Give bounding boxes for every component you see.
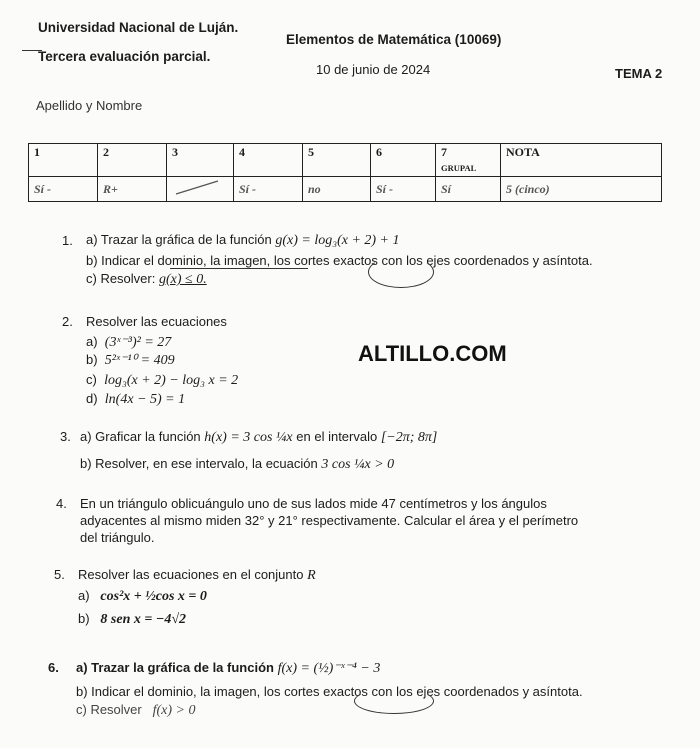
name-label: Apellido y Nombre — [36, 98, 143, 113]
problem-2-b-math: 5²ˣ⁻¹⁰ = 409 — [104, 353, 175, 368]
problem-5-b — [78, 611, 186, 628]
problem-6-a — [76, 660, 380, 677]
grade-mark-6: Sí - — [371, 177, 436, 202]
problem-4-number: 4. — [56, 496, 67, 511]
grade-header-2: 2 — [98, 144, 167, 177]
problem-4-line-3: del triángulo. — [80, 530, 155, 545]
problem-1-c — [86, 271, 207, 288]
grade-mark-3 — [167, 177, 234, 202]
problem-2-c-label: c) — [86, 372, 97, 387]
problem-2-number: 2. — [62, 314, 73, 329]
problem-3-a-interval: [−2π; 8π] — [380, 430, 438, 445]
problem-4-line-2: adyacentes al mismo miden 32° y 21° respectivamente. Calcular el área y el perímetro — [80, 513, 579, 528]
problem-2-b — [86, 352, 175, 369]
problem-1-c-math: g(x) ≤ 0. — [158, 272, 207, 287]
grade-mark-2: R+ — [98, 177, 167, 202]
problem-5-a-label: a) — [78, 588, 90, 603]
pen-circle-2 — [354, 688, 434, 714]
problem-3-a-math: h(x) = 3 cos ¼x — [204, 430, 293, 445]
problem-3-number: 3. — [60, 429, 71, 444]
problem-2-b-label: b) — [86, 352, 98, 367]
grade-header-nota: NOTA — [501, 144, 662, 177]
grade-mark-4: Sí - — [234, 177, 303, 202]
pen-circle — [368, 256, 434, 288]
problem-3-a-text2: en el intervalo — [292, 429, 381, 444]
problem-2-d-math: ln(4x − 5) = 1 — [104, 392, 186, 407]
grade-header-7-num: 7 — [441, 145, 447, 159]
problem-1-c-text: c) Resolver: — [86, 271, 159, 286]
grade-header-6: 6 — [371, 144, 436, 177]
problem-5-a — [78, 588, 207, 605]
problem-2-a — [86, 334, 171, 351]
problem-6-c — [76, 702, 195, 719]
problem-1-a-math: g(x) = log₃(x + 2) + 1 — [275, 233, 400, 248]
problem-2-c — [86, 372, 238, 389]
problem-5-title-text: Resolver las ecuaciones en el conjunto — [78, 567, 308, 582]
problem-1-number: 1. — [62, 233, 73, 248]
problem-3-a — [80, 429, 437, 446]
grade-header-grupal: GRUPAL — [441, 163, 477, 173]
problem-2-a-label: a) — [86, 334, 98, 349]
problem-6-number: 6. — [48, 660, 59, 675]
university-name: Universidad Nacional de Luján. — [38, 20, 239, 35]
course-name: Elementos de Matemática (10069) — [286, 32, 502, 47]
grade-mark-nota: 5 (cinco) — [501, 177, 662, 202]
problem-5-a-math: cos²x + ½cos x = 0 — [100, 589, 207, 604]
problem-6-a-text: a) Trazar la gráfica de la función — [76, 660, 278, 675]
problem-3-b-text: b) Resolver, en ese intervalo, la ecuación — [80, 456, 322, 471]
grade-header-5: 5 — [303, 144, 371, 177]
problem-2-a-math: (3ˣ⁻³)² = 27 — [104, 335, 172, 350]
grade-table-header-row — [29, 144, 662, 177]
problem-1-a-text: a) Trazar la gráfica de la función — [86, 232, 276, 247]
problem-5-title — [78, 567, 316, 584]
problem-4-line-1: En un triángulo oblicuángulo uno de sus lados mide 47 centímetros y los ángulos — [80, 496, 547, 511]
exam-name: Tercera evaluación parcial. — [38, 49, 211, 64]
problem-2-c-math: log₃(x + 2) − log₃ x = 2 — [104, 373, 239, 388]
problem-1-b: b) Indicar el dominio, la imagen, los cortes exactos con los ejes coordenados y asíntota. — [86, 253, 593, 268]
grade-mark-7: Sí — [436, 177, 501, 202]
problem-5-b-label: b) — [78, 611, 90, 626]
problem-6-c-math: f(x) > 0 — [152, 703, 196, 718]
problem-3-b — [80, 456, 394, 473]
problem-3-a-text: a) Graficar la función — [80, 429, 205, 444]
problem-2-title: Resolver las ecuaciones — [86, 314, 227, 329]
problem-6-b: b) Indicar el dominio, la imagen, los cortes exactos con los ejes coordenados y asíntota. — [76, 684, 583, 699]
tema-label: TEMA 2 — [615, 66, 663, 81]
problem-5-set: R — [307, 568, 316, 583]
problem-5-b-math: 8 sen x = −4√2 — [100, 612, 186, 627]
grade-table-marks-row — [29, 177, 662, 202]
problem-3-b-math: 3 cos ¼x > 0 — [321, 457, 395, 472]
grade-mark-5: no — [303, 177, 371, 202]
watermark: ALTILLO.COM — [358, 341, 507, 366]
problem-6-a-math: f(x) = (½)⁻ˣ⁻⁴ − 3 — [277, 661, 381, 676]
grade-table — [28, 143, 662, 202]
problem-1-a — [86, 232, 400, 249]
problem-2-d-label: d) — [86, 391, 98, 406]
problem-5-number: 5. — [54, 567, 65, 582]
grade-header-3: 3 — [167, 144, 234, 177]
grade-header-7 — [436, 144, 501, 177]
exam-date: 10 de junio de 2024 — [316, 62, 431, 77]
problem-2-d — [86, 391, 185, 408]
grade-header-1: 1 — [29, 144, 98, 177]
problem-6-c-text: c) Resolver — [76, 702, 146, 717]
grade-mark-1: Sí - — [29, 177, 98, 202]
slash-mark-icon — [172, 178, 222, 196]
grade-header-4: 4 — [234, 144, 303, 177]
pen-underline — [170, 268, 308, 269]
